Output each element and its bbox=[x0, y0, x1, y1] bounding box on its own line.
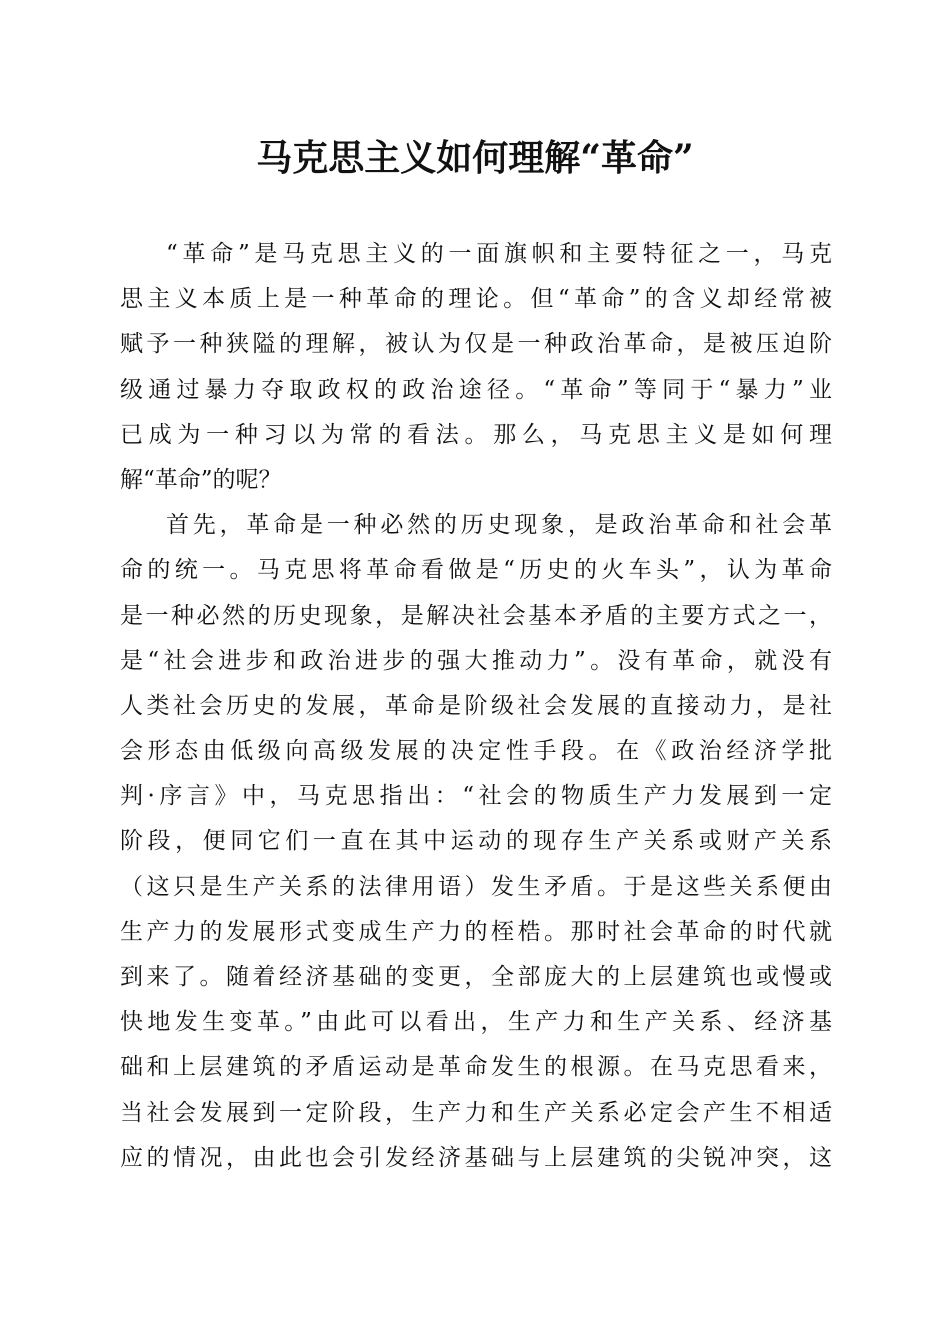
text-line: 到来了。随着经济基础的变更，全部庞大的上层建筑也或慢或 bbox=[120, 964, 832, 990]
paragraph-2 bbox=[120, 503, 832, 1181]
document-body bbox=[120, 232, 832, 1181]
paragraph-1 bbox=[120, 232, 832, 503]
text-line: 命的统一。马克思将革命看做是“历史的火车头”，认为革命 bbox=[120, 557, 832, 584]
text-line: 会形态由低级向高级发展的决定性手段。在《政治经济学批 bbox=[120, 738, 832, 765]
text-line: 级通过暴力夺取政权的政治途径。“革命”等同于“暴力”业 bbox=[120, 376, 832, 403]
text-line: “革命”是马克思主义的一面旗帜和主要特征之一，马克 bbox=[166, 241, 832, 267]
text-line: 首先，革命是一种必然的历史现象，是政治革命和社会革 bbox=[166, 512, 832, 539]
text-line: 解“革命”的呢？ bbox=[120, 466, 282, 493]
text-line: 是一种必然的历史现象，是解决社会基本矛盾的主要方式之一， bbox=[120, 602, 832, 629]
document-title: 马克思主义如何理解“革命” bbox=[256, 137, 694, 179]
text-line: 生产力的发展形式变成生产力的桎梏。那时社会革命的时代就 bbox=[120, 918, 832, 945]
text-line: 应的情况，由此也会引发经济基础与上层建筑的尖锐冲突，这 bbox=[120, 1144, 832, 1171]
text-line: 快地发生变革。”由此可以看出，生产力和生产关系、经济基 bbox=[120, 1009, 832, 1036]
text-line: （这只是生产关系的法律用语）发生矛盾。于是这些关系便由 bbox=[120, 873, 832, 900]
text-line: 础和上层建筑的矛盾运动是革命发生的根源。在马克思看来， bbox=[120, 1054, 832, 1081]
text-line: 赋予一种狭隘的理解，被认为仅是一种政治革命，是被压迫阶 bbox=[120, 331, 832, 358]
text-line: 人类社会历史的发展，革命是阶级社会发展的直接动力，是社 bbox=[120, 692, 832, 719]
text-line: 已成为一种习以为常的看法。那么，马克思主义是如何理 bbox=[120, 421, 832, 448]
text-line: 思主义本质上是一种革命的理论。但“革命”的含义却经常被 bbox=[120, 286, 832, 313]
text-line: 阶段，便同它们一直在其中运动的现存生产关系或财产关系 bbox=[120, 828, 832, 855]
text-line: 当社会发展到一定阶段，生产力和生产关系必定会产生不相适 bbox=[120, 1099, 832, 1126]
text-line: 是“社会进步和政治进步的强大推动力”。没有革命，就没有 bbox=[120, 647, 832, 674]
text-line: 判·序言》中，马克思指出：“社会的物质生产力发展到一定 bbox=[120, 783, 832, 810]
